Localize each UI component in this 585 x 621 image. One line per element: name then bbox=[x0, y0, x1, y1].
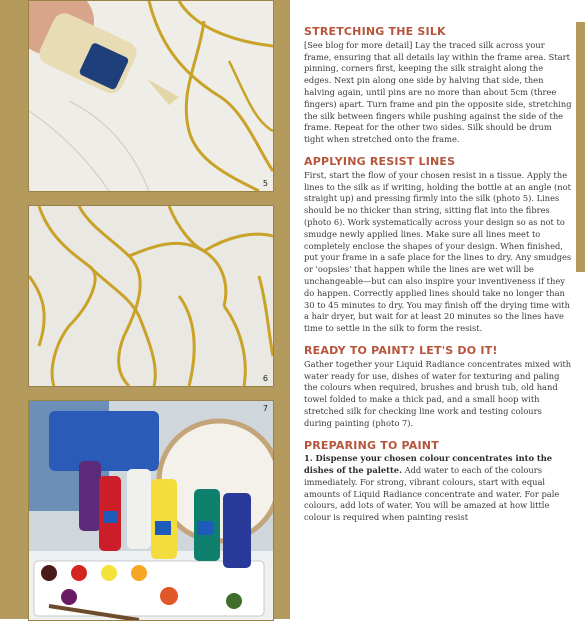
heading-applying-resist: APPLYING RESIST LINES bbox=[304, 154, 456, 168]
paragraph-stretching-silk: [See blog for more detail] Lay the traced silk across your frame, ensuring that all details lay within the frame area. Start pinning, corners first, keeping the silk straight along the edges. Next pin along one side by halving that side, then halving again, until pins are no more than about 5cm (three fingers) apart. Turn frame and pin the opposite side, stretching the silk between fingers while pushing against the side of the frame. Repeat for the other two sides. Silk should be drum tight when stretched onto the frame. bbox=[304, 39, 572, 145]
photo-number: 6 bbox=[262, 374, 268, 383]
paragraph-applying-resist: First, start the flow of your chosen resist in a tissue. Apply the lines to the silk as if writing, holding the bottle at an angle (not straight up) and pressing firmly into the silk (photo 5). Lines should be no thicker than string, sitting flat into the fibres (photo 6). Work systematically across your design so as not to smudge newly applied lines. Make sure all lines meet to completely enclose the shapes of your design. When finished, put your frame in a safe place for the lines to dry. Any smudges or 'oopsies' that happen while the lines are wet will be unchangeable—but can also inspire your inventiveness if they do happen. Correctly applied lines should take no longer than 30 to 45 minutes to dry. You may finish off the drying time with a hair dryer, but wait for at least 20 minutes so the lines have time to settle in the silk to form the resist. bbox=[304, 169, 572, 334]
photo-applying-resist bbox=[28, 0, 274, 192]
photo-7-image bbox=[29, 401, 273, 620]
photo-6-image bbox=[29, 206, 273, 386]
article-text-column bbox=[304, 26, 572, 534]
photo-resist-lines bbox=[28, 205, 274, 387]
photo-number: 7 bbox=[262, 404, 268, 413]
heading-ready-to-paint: READY TO PAINT? LET'S DO IT! bbox=[304, 343, 498, 357]
photo-painting-supplies bbox=[28, 400, 274, 621]
page-edge-tab bbox=[576, 22, 585, 272]
heading-stretching-silk: STRETCHING THE SILK bbox=[304, 25, 446, 38]
paragraph-ready-to-paint: Gather together your Liquid Radiance concentrates mixed with water ready for use, dishes of water for texturing and paling the colours when required, brushes and brush tub, old hand towel folded to make a thick pad, and a small hoop with stretched silk for checking line work and testing colours during painting (photo 7). bbox=[304, 358, 572, 428]
step-1-lead: 1. Dispense your chosen colour concentrates into the dishes of the palette. bbox=[304, 453, 553, 476]
photo-number: 5 bbox=[262, 179, 268, 188]
photo-5-image bbox=[29, 1, 273, 191]
paragraph-preparing-to-paint bbox=[304, 453, 572, 524]
step-1-body: Add water to each of the colours immediately. For strong, vibrant colours, start with equal amounts of Liquid Radiance concentrate and water. For pale colours, add lots of water. You will be amazed at how little colour is required when painting resist bbox=[304, 465, 560, 523]
heading-preparing-to-paint: PREPARING TO PAINT bbox=[304, 438, 439, 452]
